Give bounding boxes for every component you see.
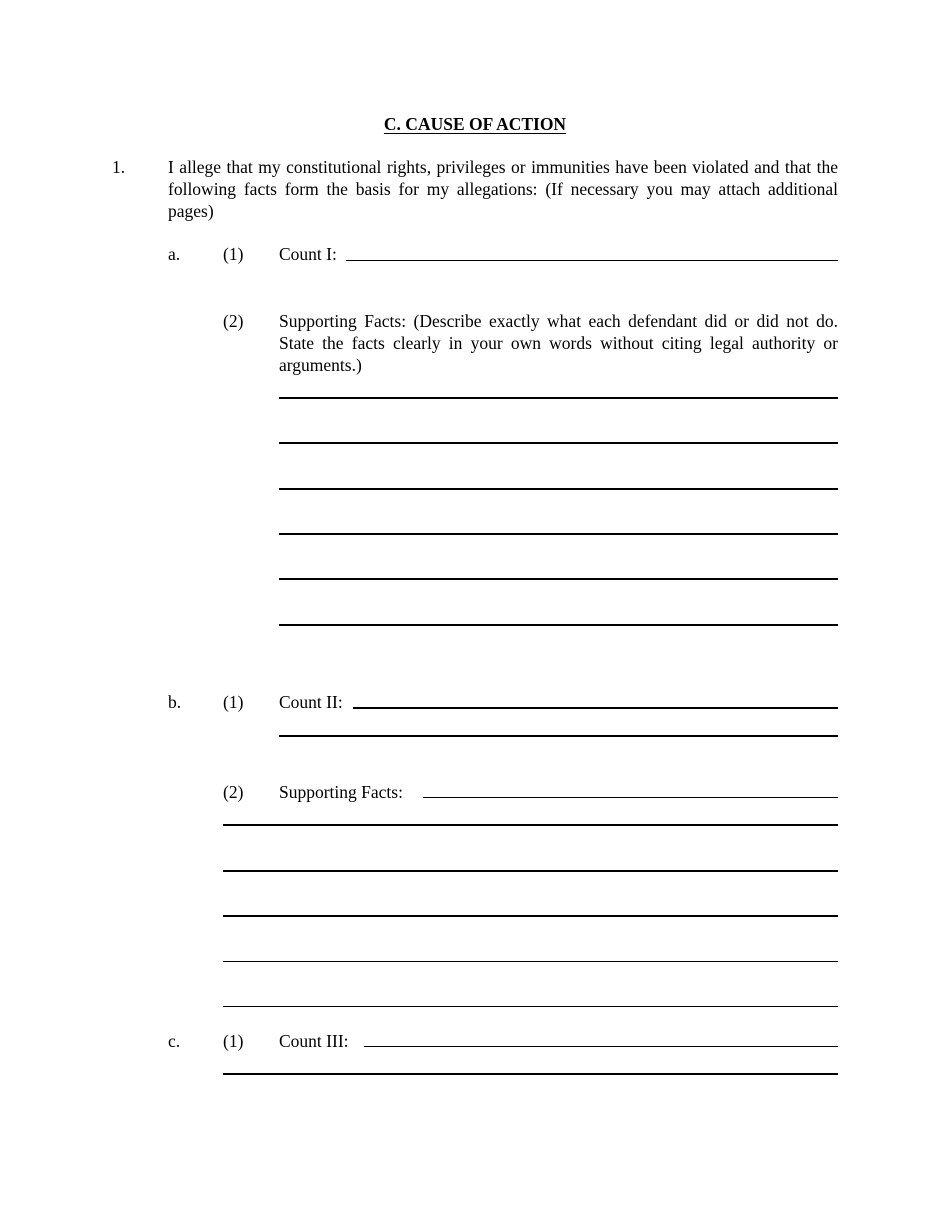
facts-b-number: (2) [223, 782, 244, 802]
facts-b-line-5[interactable] [223, 1006, 838, 1007]
allegation-paragraph: I allege that my constitutional rights, privileges or immunities have been violated and that the following facts form the basis for my allegations: (If necessary you may attach additional pages) [168, 157, 838, 221]
count-c-letter: c. [168, 1031, 181, 1051]
supporting-facts-instructions: Supporting Facts: (Describe exactly what each defendant did or did not do. State the facts clearly in your own words without citing legal authority or arguments.) [279, 311, 838, 375]
count-ii-label: Count II: [279, 692, 343, 712]
count-a-number: (1) [223, 244, 244, 264]
count-a-letter: a. [168, 244, 181, 264]
count-i-field[interactable] [346, 260, 838, 261]
facts-a-line-4[interactable] [279, 533, 838, 535]
facts-a-line-6[interactable] [279, 624, 838, 626]
facts-a-line-3[interactable] [279, 488, 838, 490]
count-c-number: (1) [223, 1031, 244, 1051]
item-number: 1. [112, 157, 126, 177]
count-iii-field[interactable] [364, 1046, 838, 1047]
supporting-facts-label: Supporting Facts: [279, 782, 403, 802]
facts-a-line-2[interactable] [279, 442, 838, 444]
count-ii-field[interactable] [353, 707, 838, 709]
facts-b-field[interactable] [423, 797, 838, 798]
facts-b-line-3[interactable] [223, 915, 838, 917]
facts-b-line-4[interactable] [223, 961, 838, 962]
section-title: C. CAUSE OF ACTION [383, 114, 567, 134]
count-iii-label: Count III: [279, 1031, 349, 1051]
count-ii-field-line-2[interactable] [279, 735, 838, 737]
count-b-letter: b. [168, 692, 182, 712]
facts-a-number: (2) [223, 311, 244, 331]
count-iii-field-line-2[interactable] [223, 1073, 838, 1075]
facts-a-line-1[interactable] [279, 397, 838, 399]
count-i-label: Count I: [279, 244, 337, 264]
facts-b-line-2[interactable] [223, 870, 838, 872]
count-b-number: (1) [223, 692, 244, 712]
facts-a-line-5[interactable] [279, 578, 838, 580]
facts-b-line-1[interactable] [223, 824, 838, 826]
